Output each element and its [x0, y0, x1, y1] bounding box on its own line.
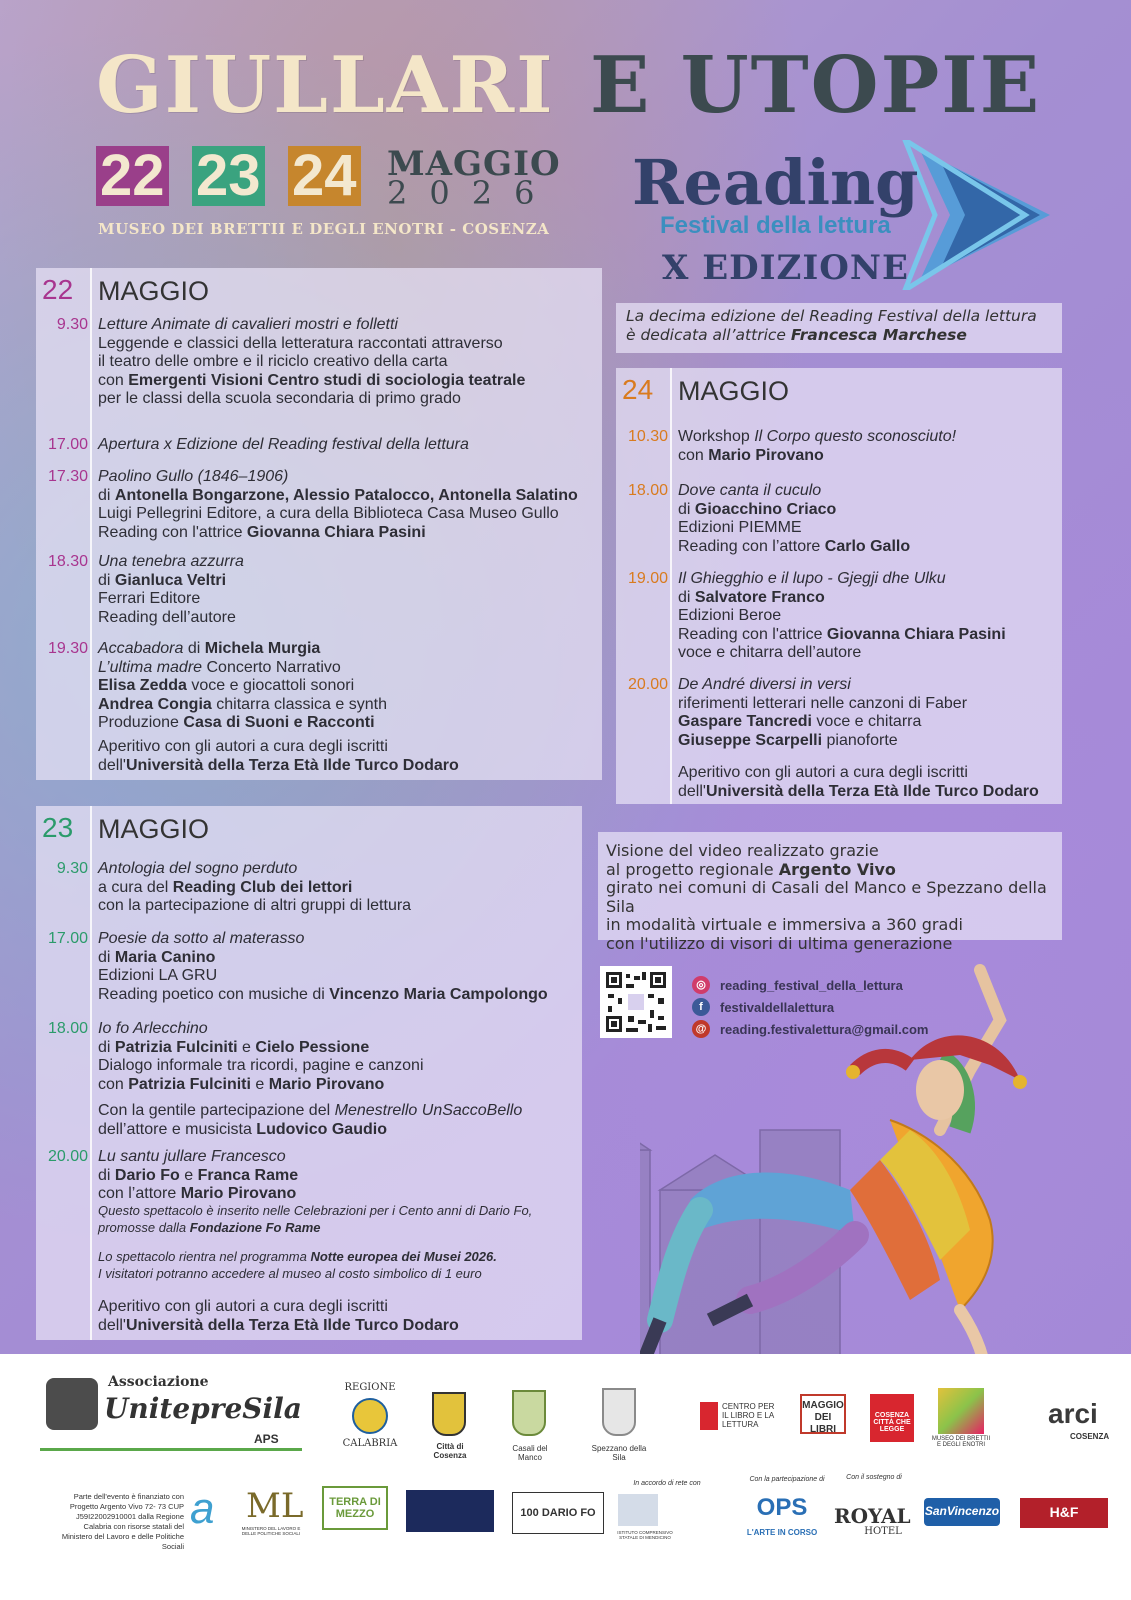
hsf-logo: H&F — [1020, 1498, 1108, 1528]
in-accordo-label: In accordo di rete con — [633, 1480, 701, 1487]
text-segment: e — [250, 1075, 269, 1093]
text-segment: Aperitivo con gli autori a cura degli iscritti — [678, 764, 968, 781]
dedication-line1: La decima edizione del Reading Festival della lettura — [626, 307, 1037, 325]
arci-logo: arci — [1048, 1398, 1098, 1429]
text-line — [98, 677, 596, 696]
text-segment: Letture Animate di cavalieri mostri e folletti — [98, 316, 398, 333]
event-time: 17.30 — [47, 468, 88, 485]
event-description — [98, 860, 576, 916]
video-info-box — [598, 832, 1062, 953]
text-line — [98, 572, 596, 591]
text-segment: di — [98, 486, 115, 504]
text-segment: Fondazione Fo Rame — [189, 1220, 321, 1235]
text-segment: Carlo Gallo — [824, 537, 911, 555]
instagram-handle: reading_festival_della_lettura — [720, 978, 903, 993]
book-chevron-logo-icon — [900, 140, 1080, 290]
day-23-number: 23 — [42, 812, 74, 843]
museo-logo-icon — [938, 1388, 984, 1434]
event-description — [98, 316, 596, 409]
text-line — [606, 935, 1054, 954]
dedication-line2 — [626, 326, 1052, 345]
text-segment: I visitatori potranno accedere al museo al costo simbolico di 1 euro — [98, 1266, 482, 1281]
text-line — [678, 570, 1056, 589]
text-line — [98, 1102, 576, 1121]
text-segment: Patrizia Fulciniti — [128, 1075, 251, 1093]
text-segment: Io fo Arlecchino — [98, 1020, 208, 1037]
text-segment: Concerto Narrativo — [202, 658, 341, 676]
text-segment: di — [183, 640, 205, 657]
event-description — [98, 436, 596, 455]
sostegno-label: Con il sostegno di — [846, 1474, 902, 1481]
text-segment: al progetto regionale — [606, 859, 779, 879]
istituto-logo-icon — [618, 1494, 658, 1526]
text-line — [678, 644, 1056, 663]
event-time: 19.00 — [627, 570, 668, 587]
text-line — [98, 659, 596, 678]
royal-hotel-logo: ROYAL — [834, 1504, 911, 1528]
text-segment: Elisa Zedda — [98, 677, 187, 694]
partecipazione-label: Con la partecipazione di — [749, 1476, 825, 1483]
text-line — [98, 1039, 576, 1058]
footer-sponsors — [0, 1354, 1131, 1600]
text-segment: Gianluca Veltri — [114, 571, 227, 589]
event-time: 18.00 — [627, 482, 668, 499]
text-segment: Salvatore Franco — [694, 588, 825, 606]
text-line — [98, 590, 596, 609]
day-24-month: MAGGIO — [678, 376, 790, 406]
funding-note: Parte dell'evento è finanziato con Progetto Argento Vivo 72- 73 CUP J59I22002910001 dalla Regione Calabria con risorse statali del Ministero del Lavoro e delle Politiche Sociali — [61, 1492, 184, 1551]
text-segment: Gaspare Tancredi — [678, 713, 812, 730]
text-segment: Patrizia Fulciniti — [114, 1038, 238, 1056]
text-line — [678, 589, 1056, 608]
ministero-label: MINISTERO DEL LAVORO E DELLE POLITICHE SOCIALI — [241, 1526, 301, 1536]
text-line — [678, 607, 1056, 626]
text-segment: Leggende e classici della letteratura raccontati attraverso — [98, 334, 503, 352]
text-line — [98, 390, 596, 409]
text-segment: chitarra classica e synth — [211, 695, 387, 713]
text-line — [678, 676, 1056, 695]
text-segment: con l’attore — [98, 1185, 181, 1202]
event-description — [98, 553, 596, 627]
text-segment: Università della Terza Età Ilde Turco Dodaro — [705, 782, 1039, 800]
text-segment: Università della Terza Età Ilde Turco Dodaro — [125, 756, 459, 774]
ministero-logo-icon: ML — [246, 1486, 304, 1526]
text-segment: Reading dell’autore — [98, 608, 236, 626]
event-description — [98, 1020, 576, 1094]
arci-sub: COSENZA — [1070, 1432, 1110, 1441]
text-line — [98, 487, 596, 506]
dedication-name: Francesca Marchese — [790, 326, 967, 344]
text-segment: Aperitivo con gli autori a cura degli iscritti — [98, 1298, 388, 1315]
text-line — [98, 468, 596, 487]
text-segment: voce e chitarra dell’autore — [678, 644, 862, 661]
day-24-panel — [616, 368, 1062, 804]
text-segment: Visione del video realizzato grazie — [606, 841, 879, 860]
text-segment: Reading con l'attrice — [678, 625, 827, 643]
assoc-aps: APS — [254, 1432, 279, 1446]
festival-logo-sub: Festival della lettura — [660, 212, 891, 239]
text-line — [98, 1298, 576, 1317]
text-segment: di — [678, 500, 695, 518]
text-line — [98, 1167, 576, 1186]
text-line — [98, 879, 576, 898]
cosenza-coat-of-arms-icon — [432, 1392, 466, 1436]
text-segment: Argento Vivo — [778, 859, 896, 879]
event-time: 17.00 — [47, 930, 88, 947]
text-segment: Workshop — [678, 428, 755, 445]
text-line — [98, 1248, 576, 1265]
terra-di-mezzo-logo: TERRA DI MEZZO — [322, 1486, 388, 1530]
panel-divider — [670, 368, 672, 804]
text-segment: Questo spettacolo è inserito nelle Celebrazioni per i Cento anni di Dario Fo, — [98, 1203, 533, 1218]
text-segment: Giovanna Chiara Pasini — [826, 625, 1006, 643]
event-description — [98, 1248, 576, 1282]
text-line — [678, 501, 1056, 520]
text-line — [678, 713, 1056, 732]
text-segment: Edizioni Beroe — [678, 607, 782, 624]
event-time: 9.30 — [56, 860, 88, 877]
text-segment: Il Ghiegghio e il lupo - Gjegji dhe Ulku — [678, 570, 946, 587]
ops-logo-icon: OPS — [756, 1494, 808, 1521]
text-line — [98, 860, 576, 879]
text-segment: di — [98, 571, 115, 589]
text-segment: Apertura x Edizione del Reading festival della lettura — [98, 436, 469, 453]
text-line — [98, 353, 596, 372]
text-segment: Reading poetico con musiche di — [98, 985, 330, 1003]
day-23-month: MAGGIO — [98, 814, 210, 844]
text-segment: Maria Canino — [114, 948, 216, 966]
text-segment: di — [678, 588, 695, 606]
text-segment: Ferrari Editore — [98, 590, 201, 607]
text-line — [98, 609, 596, 628]
text-segment: Lo spettacolo rientra nel programma — [98, 1249, 311, 1264]
text-segment: dell' — [678, 782, 706, 800]
cepell-label: CENTRO PER IL LIBRO E LA LETTURA — [722, 1402, 775, 1429]
text-segment: Aperitivo con gli autori a cura degli iscritti — [98, 738, 388, 755]
header-month: MAGGIO — [387, 144, 561, 184]
title-e-utopie: E UTOPIE — [590, 40, 1042, 131]
event-description — [678, 428, 1056, 465]
event-time: 20.00 — [627, 676, 668, 693]
text-line — [98, 986, 576, 1005]
text-segment: con l'utilizzo di visori di ultima generazione — [606, 933, 953, 953]
text-segment: di — [98, 948, 115, 966]
day-23-panel — [36, 806, 582, 1340]
text-line — [678, 626, 1056, 645]
facebook-icon: f — [692, 998, 710, 1016]
event-time: 19.30 — [47, 640, 88, 657]
text-segment: Mario Pirovano — [708, 446, 824, 464]
text-segment: Poesie da sotto al materasso — [98, 930, 305, 947]
dario-fo-100-logo: 100 DARIO FO — [512, 1492, 604, 1534]
text-segment: Reading con l'attrice — [98, 523, 247, 541]
email-address: reading.festivalettura@gmail.com — [720, 1022, 929, 1037]
dedication-box — [616, 303, 1062, 353]
event-description — [678, 764, 1056, 801]
text-line — [98, 335, 596, 354]
venue: MUSEO DEI BRETTII E DEGLI ENOTRI - COSENZA — [98, 220, 550, 238]
assoc-underline — [40, 1448, 302, 1451]
date-23: 23 — [192, 146, 265, 206]
text-segment: Cielo Pessione — [255, 1038, 370, 1056]
text-segment: riferimenti letterari nelle canzoni di Faber — [678, 694, 968, 712]
text-segment: di — [98, 1038, 115, 1056]
event-description — [98, 468, 596, 542]
regione-calabria-emblem-icon — [352, 1398, 388, 1434]
text-line — [98, 1219, 576, 1236]
text-segment: dell’attore e musicista — [98, 1120, 257, 1138]
event-description — [678, 482, 1056, 556]
text-segment: Con la gentile partecipazione del — [98, 1102, 335, 1119]
text-line — [98, 1020, 576, 1039]
text-segment: Dove canta il cuculo — [678, 482, 822, 499]
text-line — [98, 738, 596, 757]
text-segment: con — [98, 1075, 129, 1093]
partner-blue-logo-icon — [406, 1490, 494, 1532]
text-line — [678, 519, 1056, 538]
event-description — [98, 1298, 576, 1335]
cepell-logo-icon — [700, 1402, 718, 1430]
text-line — [606, 916, 1054, 935]
text-line — [678, 428, 1056, 447]
text-segment: Notte europea dei Musei 2026. — [310, 1249, 497, 1264]
text-segment: Il Corpo questo sconosciuto! — [754, 428, 957, 445]
event-description — [98, 738, 596, 775]
text-segment: Antonella Bongarzone, Alessio Patalocco, Antonella Salatino — [114, 486, 578, 504]
event-time: 20.00 — [47, 1148, 88, 1165]
text-line — [98, 714, 596, 733]
event-description — [678, 676, 1056, 750]
text-segment: Gioacchino Criaco — [694, 500, 837, 518]
event-description — [678, 570, 1056, 663]
text-line — [678, 783, 1056, 802]
text-segment: Mario Pirovano — [268, 1075, 385, 1093]
title-giullari: GIULLARI — [96, 40, 555, 131]
text-segment: con — [678, 446, 709, 464]
assoc-label: Associazione — [108, 1374, 209, 1390]
text-line — [98, 1121, 576, 1140]
text-segment: e — [179, 1166, 198, 1184]
text-segment: a cura del — [98, 878, 173, 896]
text-segment: per le classi della scuola secondaria di primo grado — [98, 390, 461, 407]
text-line — [606, 861, 1054, 880]
text-segment: pianoforte — [822, 731, 898, 749]
text-line — [98, 372, 596, 391]
regione-label-top: REGIONE — [344, 1382, 396, 1393]
date-24: 24 — [288, 146, 361, 206]
text-line — [98, 436, 596, 455]
festival-logo-reading: Reading — [632, 146, 919, 219]
header-year: 2026 — [387, 174, 557, 212]
text-segment: Luigi Pellegrini Editore, a cura della Biblioteca Casa Museo Gullo — [98, 505, 559, 522]
text-segment: Vincenzo Maria Campolongo — [329, 985, 548, 1003]
text-segment: L’ultima madre — [98, 658, 203, 676]
text-segment: Michela Murgia — [204, 640, 321, 657]
regione-label-bottom: CALABRIA — [342, 1438, 398, 1449]
text-segment: Menestrello UnSaccoBello — [334, 1102, 523, 1119]
panel-divider — [90, 806, 92, 1340]
text-segment: Paolino Gullo (1846–1906) — [98, 468, 289, 485]
arte-in-corso-label: L'ARTE IN CORSO — [746, 1528, 818, 1537]
email-icon: @ — [692, 1020, 710, 1038]
text-line — [606, 879, 1054, 916]
text-line — [678, 695, 1056, 714]
text-segment: Andrea Congia — [98, 695, 212, 713]
text-segment: Produzione — [98, 714, 184, 731]
day-24-number: 24 — [622, 374, 654, 405]
panel-divider — [90, 268, 92, 780]
text-line — [678, 764, 1056, 783]
text-segment: di — [98, 1166, 115, 1184]
istituto-label: ISTITUTO COMPRENSIVO STATALE DI MENDICINO — [617, 1530, 673, 1540]
text-segment: promosse dalla — [98, 1220, 190, 1235]
text-segment: Una tenebra azzurra — [98, 553, 244, 570]
unitepresila-shield-icon — [46, 1378, 98, 1430]
event-time: 9.30 — [56, 316, 88, 333]
instagram-icon: ◎ — [692, 976, 710, 994]
spezzano-label: Spezzano della Sila — [591, 1444, 647, 1462]
text-segment: Antologia del sogno perduto — [98, 860, 298, 877]
text-line — [678, 732, 1056, 751]
text-line — [98, 505, 596, 524]
text-segment: Emergenti Visioni Centro studi di sociologia teatrale — [128, 371, 526, 389]
text-segment: Lu santu jullare Francesco — [98, 1148, 286, 1165]
text-line — [98, 1185, 576, 1204]
text-line — [98, 1202, 576, 1219]
text-segment: Accabadora — [98, 640, 184, 657]
text-segment: De André diversi in versi — [678, 676, 851, 693]
text-segment: Edizioni LA GRU — [98, 967, 218, 984]
text-line — [98, 949, 576, 968]
royal-hotel-sub: HOTEL — [864, 1526, 902, 1537]
text-line — [98, 967, 576, 986]
event-time: 17.00 — [47, 436, 88, 453]
text-line — [98, 930, 576, 949]
casali-coat-of-arms-icon — [512, 1390, 546, 1436]
text-line — [98, 524, 596, 543]
text-line — [606, 842, 1054, 861]
day-22-month: MAGGIO — [98, 276, 210, 306]
museo-label: MUSEO DEI BRETTII E DEGLI ENOTRI — [931, 1436, 991, 1448]
day-22-number: 22 — [42, 274, 74, 305]
text-line — [678, 447, 1056, 466]
assoc-name: UnitepreSila — [104, 1392, 302, 1425]
text-line — [98, 696, 596, 715]
event-description — [98, 930, 576, 1004]
event-time: 18.30 — [47, 553, 88, 570]
text-segment: voce e chitarra — [811, 713, 922, 730]
date-22: 22 — [96, 146, 169, 206]
text-segment: Ludovico Gaudio — [256, 1120, 387, 1138]
cosenza-citta-che-legge-logo: COSENZA CITTÀ CHE LEGGE — [870, 1394, 914, 1442]
text-line — [98, 1265, 576, 1282]
text-segment: con — [98, 371, 129, 389]
casali-label: Casali del Manco — [512, 1444, 548, 1462]
facebook-handle: festivaldellalettura — [720, 1000, 835, 1015]
text-segment: Mario Pirovano — [180, 1185, 297, 1202]
text-segment: dell' — [98, 756, 126, 774]
sanvincenzo-logo: SanVincenzo — [924, 1498, 1000, 1526]
maggio-libri-logo: MAGGIO DEI LIBRI — [800, 1394, 846, 1434]
text-segment: Giuseppe Scarpelli — [678, 731, 823, 749]
day-22-panel — [36, 268, 602, 780]
text-segment: voce e giocattoli sonori — [186, 677, 355, 694]
text-segment: Dialogo informale tra ricordi, pagine e canzoni — [98, 1057, 424, 1074]
text-line — [678, 482, 1056, 501]
text-segment: e — [237, 1038, 256, 1056]
text-line — [98, 757, 596, 776]
text-line — [98, 1076, 576, 1095]
text-segment: con la partecipazione di altri gruppi di lettura — [98, 897, 412, 914]
cosenza-label: Città di Cosenza — [433, 1442, 467, 1460]
event-description — [98, 1202, 576, 1236]
text-segment: dell' — [98, 1316, 126, 1334]
festival-edition: X EDIZIONE — [662, 248, 909, 288]
event-description — [98, 1102, 576, 1139]
text-line — [98, 1148, 576, 1167]
argento-vivo-logo-icon: a — [190, 1484, 215, 1533]
event-time: 10.30 — [627, 428, 668, 445]
text-segment: il teatro delle ombre e il riciclo creativo della carta — [98, 353, 448, 370]
event-description — [98, 640, 596, 733]
text-segment: Giovanna Chiara Pasini — [246, 523, 426, 541]
text-segment: Franca Rame — [197, 1166, 299, 1184]
text-segment: Dario Fo — [114, 1166, 180, 1184]
text-line — [678, 538, 1056, 557]
text-line — [98, 316, 596, 335]
text-segment: Università della Terza Età Ilde Turco Dodaro — [125, 1316, 459, 1334]
text-segment: Casa di Suoni e Racconti — [183, 714, 375, 731]
text-segment: Edizioni PIEMME — [678, 519, 802, 536]
spezzano-coat-of-arms-icon — [602, 1388, 636, 1436]
dedication-prefix: è dedicata all’attrice — [626, 326, 791, 344]
text-line — [98, 897, 576, 916]
text-segment: Reading Club dei lettori — [172, 878, 353, 896]
event-description — [98, 1148, 576, 1204]
event-time: 18.00 — [47, 1020, 88, 1037]
text-line — [98, 1057, 576, 1076]
text-line — [98, 640, 596, 659]
text-segment: in modalità virtuale e immersiva a 360 gradi — [606, 915, 963, 934]
text-segment: girato nei comuni di Casali del Manco e Spezzano della Sila — [606, 878, 1047, 916]
text-line — [98, 1317, 576, 1336]
text-segment: Reading con l’attore — [678, 537, 825, 555]
text-line — [98, 553, 596, 572]
